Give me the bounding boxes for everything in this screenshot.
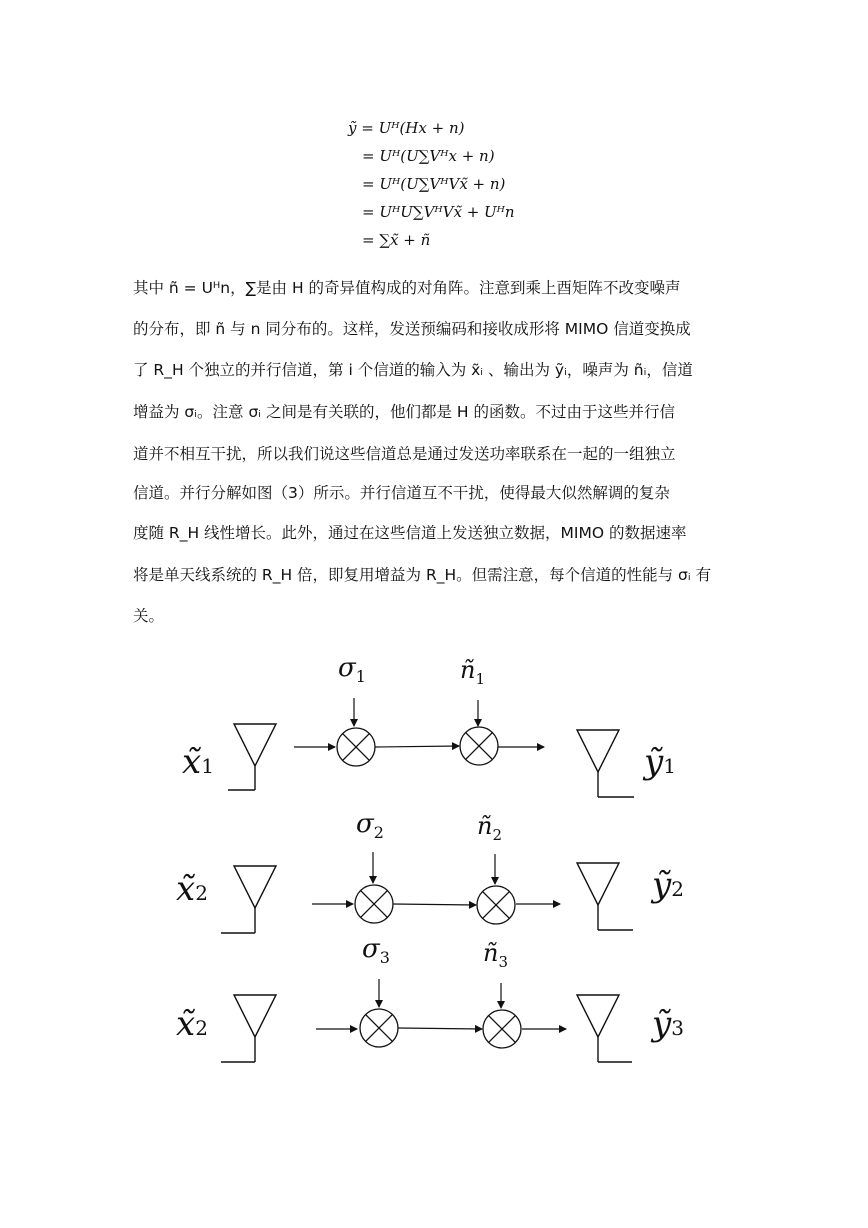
gain-label-1: $\sigma_1$: [338, 653, 366, 686]
channel-row-2: [176, 809, 684, 933]
input-symbol-2: x̃2: [176, 869, 208, 909]
arrow: [398, 1028, 482, 1029]
equation-line-5: = ∑x̃ + ñ: [362, 231, 431, 249]
transmit-antenna-icon: [228, 724, 276, 790]
gain-label-3: $\sigma_3$: [362, 934, 390, 967]
equation-line-3: = Uᴴ(U∑VᴴVx̃ + n): [362, 175, 506, 193]
input-symbol-1: x̃1: [182, 742, 214, 782]
paragraph-line: 度随 R_H 线性增长。此外，通过在这些信道上发送独立数据，MIMO 的数据速率: [133, 524, 687, 542]
paragraph-line: 信道。并行分解如图（3）所示。并行信道互不干扰，使得最大似然解调的复杂: [133, 484, 670, 502]
paragraph-line: 关。: [133, 607, 165, 625]
paragraph-line: 的分布，即 ñ 与 n 同分布的。这样，发送预编码和接收成形将 MIMO 信道变换成: [133, 320, 691, 338]
channel-row-3: [176, 934, 684, 1062]
equation-line-2: = Uᴴ(U∑Vᴴx + n): [362, 147, 495, 165]
adder-icon: [483, 1010, 521, 1048]
equation-line-1: ỹ = Uᴴ(Hx + n): [348, 119, 465, 137]
receive-antenna-icon: [577, 995, 632, 1062]
paragraph-line: 了 R_H 个独立的并行信道，第 i 个信道的输入为 x̃ᵢ 、输出为 ỹᵢ，噪声为 ñᵢ，信道: [133, 361, 693, 379]
receive-antenna-icon: [577, 863, 633, 930]
transmit-antenna-icon: [221, 995, 276, 1062]
output-symbol-2: ỹ2: [652, 865, 684, 905]
paragraph-line: 道并不相互干扰，所以我们说这些信道总是通过发送功率联系在一起的一组独立: [133, 445, 676, 463]
transmit-antenna-icon: [221, 866, 276, 933]
adder-icon: [477, 886, 515, 924]
input-symbol-3: x̃2: [176, 1004, 208, 1044]
multiplier-icon: [360, 1009, 398, 1047]
equation-line-4: = UᴴU∑VᴴVx̃ + Uᴴn: [362, 203, 515, 221]
receive-antenna-icon: [577, 730, 634, 797]
output-symbol-3: ỹ3: [652, 1004, 684, 1044]
noise-label-3: $ñ_3$: [483, 939, 509, 971]
multiplier-icon: [337, 728, 375, 766]
gain-label-2: $\sigma_2$: [356, 809, 384, 842]
channel-row-1: [182, 653, 676, 797]
arrow: [393, 904, 476, 905]
paragraph-line: 增益为 σᵢ。注意 σᵢ 之间是有关联的，他们都是 H 的函数。不过由于这些并行信: [133, 403, 675, 421]
arrow: [375, 746, 459, 747]
output-symbol-1: ỹ1: [644, 742, 676, 782]
noise-label-2: $ñ_2$: [477, 812, 503, 844]
noise-label-1: $ñ_1$: [460, 656, 486, 688]
paragraph-line: 将是单天线系统的 R_H 倍，即复用增益为 R_H。但需注意，每个信道的性能与 σᵢ 有: [133, 566, 712, 584]
adder-icon: [460, 727, 498, 765]
multiplier-icon: [355, 885, 393, 923]
paragraph-line: 其中 ñ = Uᴴn，∑是由 H 的奇异值构成的对角阵。注意到乘上酉矩阵不改变噪声: [133, 279, 681, 297]
